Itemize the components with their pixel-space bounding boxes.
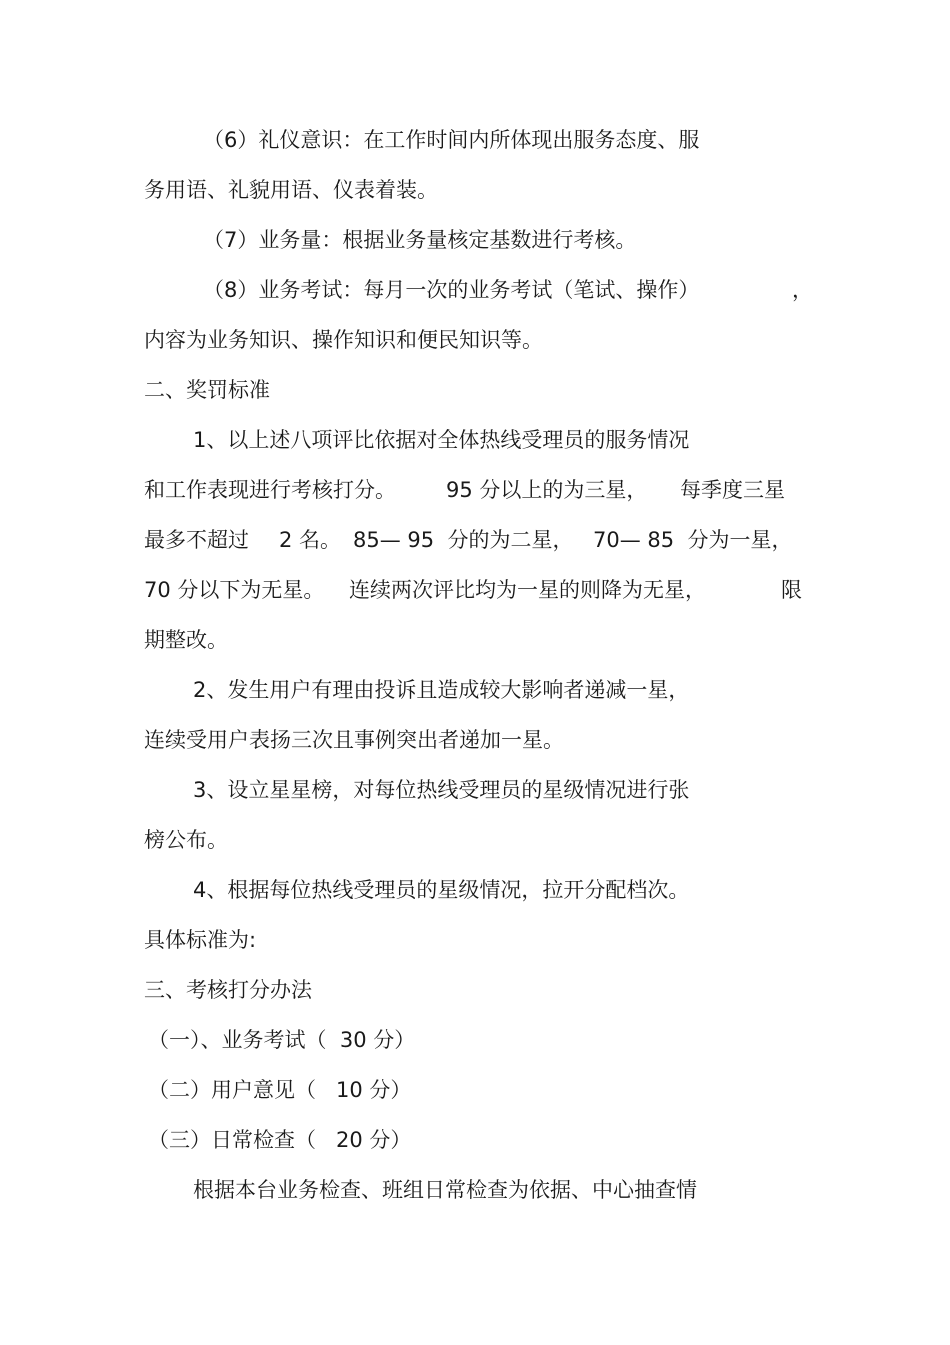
- list-item: （二）用户意见（ 10 分）: [148, 1078, 412, 1102]
- paragraph-line: 4、根据每位热线受理员的星级情况，拉开分配档次。: [193, 878, 690, 902]
- paragraph-line: 70 分以下为无星。: [144, 578, 325, 602]
- paragraph-line: 期整改。: [144, 628, 228, 652]
- paragraph-line: 95 分以上的为三星，: [446, 478, 648, 502]
- section-heading: 三、考核打分办法: [144, 978, 312, 1002]
- paragraph-line: 最多不超过: [144, 528, 249, 552]
- paragraph-line: 2、发生用户有理由投诉且造成较大影响者递减一星，: [193, 678, 690, 702]
- paragraph-line: 和工作表现进行考核打分。: [144, 478, 396, 502]
- paragraph-line: 限: [781, 578, 802, 602]
- paragraph-line: 2 名。: [279, 528, 342, 552]
- paragraph-line: 1、以上述八项评比依据对全体热线受理员的服务情况: [193, 428, 690, 452]
- paragraph-line: （8）业务考试：每月一次的业务考试（笔试、操作）: [203, 278, 700, 302]
- paragraph-line: 每季度三星: [680, 478, 785, 502]
- paragraph-line: 3、设立星星榜，对每位热线受理员的星级情况进行张: [193, 778, 690, 802]
- paragraph-line: 连续受用户表扬三次且事例突出者递加一星。: [144, 728, 564, 752]
- paragraph-line: 连续两次评比均为一星的则降为无星，: [349, 578, 706, 602]
- paragraph-line: （7）业务量：根据业务量核定基数进行考核。: [203, 228, 637, 252]
- list-item: （一）、业务考试（ 30 分）: [148, 1028, 416, 1052]
- list-item: （三）日常检查（ 20 分）: [148, 1128, 412, 1152]
- paragraph-line: （6）礼仪意识：在工作时间内所体现出服务态度、服: [203, 128, 700, 152]
- paragraph-line: 85— 95 分的为二星，: [353, 528, 574, 552]
- paragraph-line: 内容为业务知识、操作知识和便民知识等。: [144, 328, 543, 352]
- paragraph-line: ，: [792, 278, 813, 302]
- section-heading: 二、奖罚标准: [144, 378, 270, 402]
- paragraph-line: 具体标准为:: [144, 928, 257, 952]
- paragraph-line: 务用语、礼貌用语、仪表着装。: [144, 178, 438, 202]
- paragraph-line: 根据本台业务检查、班组日常检查为依据、中心抽查情: [193, 1178, 697, 1202]
- paragraph-line: 70— 85 分为一星，: [593, 528, 793, 552]
- paragraph-line: 榜公布。: [144, 828, 228, 852]
